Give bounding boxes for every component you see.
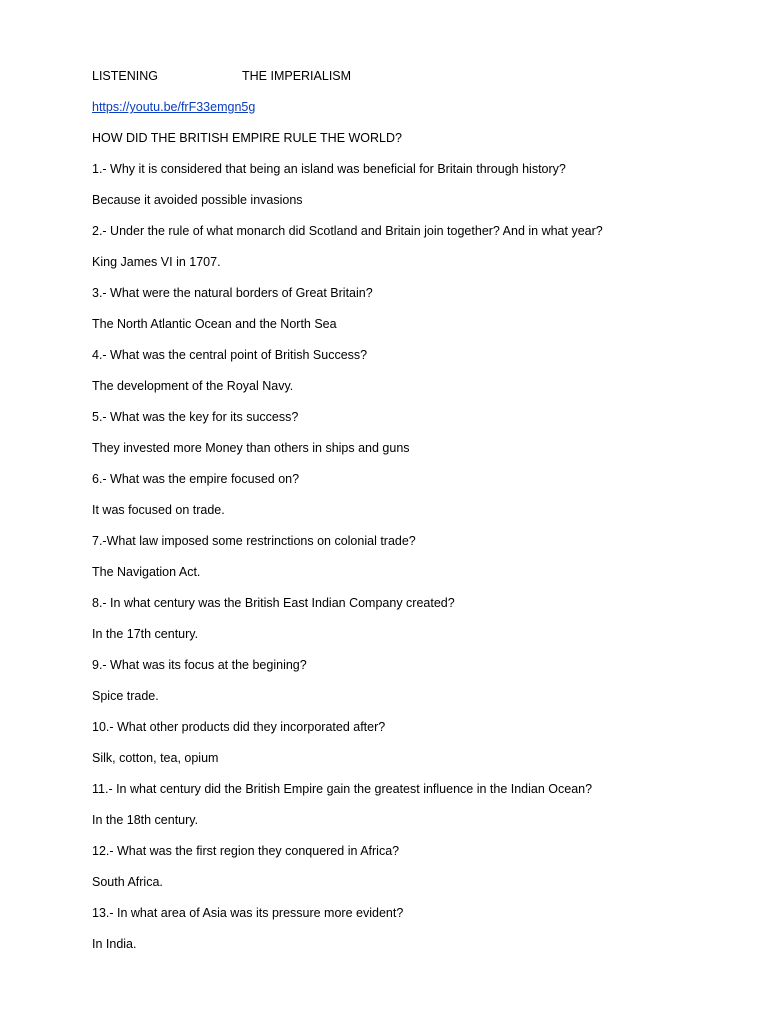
header-topic: THE IMPERIALISM	[242, 69, 352, 83]
answer-12: South Africa.	[92, 875, 163, 889]
question-1: 1.- Why it is considered that being an island was beneficial for Britain through history?	[92, 162, 566, 176]
question-8: 8.- In what century was the British East Indian Company created?	[92, 596, 455, 610]
question-10: 10.- What other products did they incorporated after?	[92, 720, 386, 734]
question-5: 5.- What was the key for its success?	[92, 410, 299, 424]
answer-7: The Navigation Act.	[92, 565, 201, 579]
video-link[interactable]: https://youtu.be/frF33emgn5g	[92, 100, 256, 114]
answer-13: In India.	[92, 937, 137, 951]
video-link-line	[92, 99, 732, 130]
answer-3: The North Atlantic Ocean and the North Sea	[92, 317, 337, 331]
question-9: 9.- What was its focus at the begining?	[92, 658, 307, 672]
answer-2: King James VI in 1707.	[92, 255, 221, 269]
question-3: 3.- What were the natural borders of Great Britain?	[92, 286, 373, 300]
header-label: LISTENING	[92, 69, 158, 83]
qa-list	[92, 161, 732, 967]
question-11: 11.- In what century did the British Empire gain the greatest influence in the Indian Ocean?	[92, 782, 593, 796]
answer-10: Silk, cotton, tea, opium	[92, 751, 219, 765]
answer-4: The development of the Royal Navy.	[92, 379, 294, 393]
question-7: 7.-What law imposed some restrinctions on colonial trade?	[92, 534, 416, 548]
document-title: HOW DID THE BRITISH EMPIRE RULE THE WORLD?	[92, 131, 402, 145]
answer-8: In the 17th century.	[92, 627, 199, 641]
document-body	[92, 68, 732, 967]
answer-9: Spice trade.	[92, 689, 159, 703]
answer-1: Because it avoided possible invasions	[92, 193, 303, 207]
answer-6: It was focused on trade.	[92, 503, 225, 517]
answer-5: They invested more Money than others in ships and guns	[92, 441, 410, 455]
question-6: 6.- What was the empire focused on?	[92, 472, 300, 486]
question-2: 2.- Under the rule of what monarch did Scotland and Britain join together? And in what year?	[92, 224, 603, 238]
document-header	[92, 68, 732, 99]
question-4: 4.- What was the central point of British Success?	[92, 348, 368, 362]
question-12: 12.- What was the first region they conquered in Africa?	[92, 844, 400, 858]
answer-11: In the 18th century.	[92, 813, 199, 827]
question-13: 13.- In what area of Asia was its pressure more evident?	[92, 906, 404, 920]
